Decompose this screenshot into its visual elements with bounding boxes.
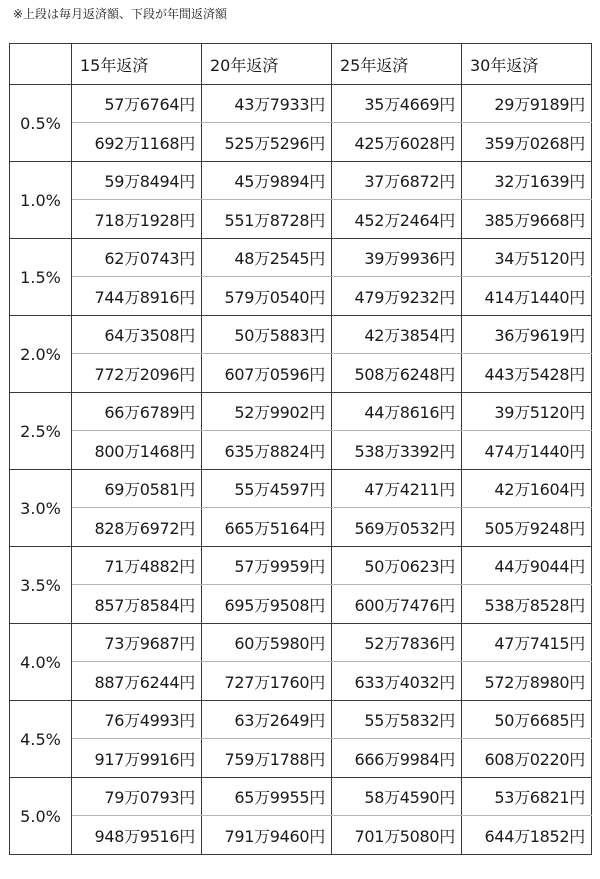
rate-cell: 3.0% [10,470,72,547]
header-25-year: 25年返済 [332,44,462,85]
header-row [10,44,592,85]
annual-payment-cell: 692万1168円 [72,123,202,162]
annual-payment-cell: 538万3392円 [332,431,462,470]
monthly-payment-cell: 50万6685円 [462,701,592,739]
annual-payment-cell: 414万1440円 [462,277,592,316]
monthly-payment-cell: 34万5120円 [462,239,592,277]
annual-payment-cell: 727万1760円 [202,662,332,701]
annual-payment-cell: 572万8980円 [462,662,592,701]
header-corner [10,44,72,85]
annual-payment-cell: 359万0268円 [462,123,592,162]
monthly-payment-cell: 57万6764円 [72,85,202,123]
rate-cell: 1.0% [10,162,72,239]
monthly-payment-cell: 73万9687円 [72,624,202,662]
annual-payment-cell: 569万0532円 [332,508,462,547]
table-row-annual [10,277,592,316]
table-row-annual [10,816,592,855]
monthly-payment-cell: 76万4993円 [72,701,202,739]
table-row-monthly [10,239,592,277]
monthly-payment-cell: 60万5980円 [202,624,332,662]
monthly-payment-cell: 44万9044円 [462,547,592,585]
monthly-payment-cell: 63万2649円 [202,701,332,739]
rate-cell: 3.5% [10,547,72,624]
monthly-payment-cell: 47万4211円 [332,470,462,508]
monthly-payment-cell: 37万6872円 [332,162,462,200]
annual-payment-cell: 744万8916円 [72,277,202,316]
monthly-payment-cell: 43万7933円 [202,85,332,123]
table-row-annual [10,585,592,624]
monthly-payment-cell: 35万4669円 [332,85,462,123]
annual-payment-cell: 917万9916円 [72,739,202,778]
header-30-year: 30年返済 [462,44,592,85]
repayment-table [9,43,592,855]
annual-payment-cell: 551万8728円 [202,200,332,239]
monthly-payment-cell: 45万9894円 [202,162,332,200]
annual-payment-cell: 695万9508円 [202,585,332,624]
annual-payment-cell: 701万5080円 [332,816,462,855]
monthly-payment-cell: 39万5120円 [462,393,592,431]
annual-payment-cell: 718万1928円 [72,200,202,239]
annual-payment-cell: 635万8824円 [202,431,332,470]
monthly-payment-cell: 55万4597円 [202,470,332,508]
rate-cell: 5.0% [10,778,72,855]
table-row-monthly [10,470,592,508]
monthly-payment-cell: 57万9959円 [202,547,332,585]
table-row-monthly [10,162,592,200]
monthly-payment-cell: 47万7415円 [462,624,592,662]
annual-payment-cell: 579万0540円 [202,277,332,316]
table-row-annual [10,123,592,162]
annual-payment-cell: 791万9460円 [202,816,332,855]
monthly-payment-cell: 59万8494円 [72,162,202,200]
annual-payment-cell: 452万2464円 [332,200,462,239]
rate-cell: 1.5% [10,239,72,316]
annual-payment-cell: 772万2096円 [72,354,202,393]
annual-payment-cell: 948万9516円 [72,816,202,855]
annual-payment-cell: 525万5296円 [202,123,332,162]
annual-payment-cell: 759万1788円 [202,739,332,778]
table-body [10,85,592,855]
monthly-payment-cell: 39万9936円 [332,239,462,277]
table-row-annual [10,431,592,470]
monthly-payment-cell: 64万3508円 [72,316,202,354]
rate-cell: 2.5% [10,393,72,470]
table-row-annual [10,662,592,701]
rate-cell: 4.0% [10,624,72,701]
monthly-payment-cell: 44万8616円 [332,393,462,431]
monthly-payment-cell: 65万9955円 [202,778,332,816]
annual-payment-cell: 508万6248円 [332,354,462,393]
monthly-payment-cell: 69万0581円 [72,470,202,508]
table-row-monthly [10,778,592,816]
header-20-year: 20年返済 [202,44,332,85]
rate-cell: 4.5% [10,701,72,778]
annual-payment-cell: 474万1440円 [462,431,592,470]
monthly-payment-cell: 58万4590円 [332,778,462,816]
table-row-monthly [10,547,592,585]
annual-payment-cell: 608万0220円 [462,739,592,778]
table-row-annual [10,354,592,393]
annual-payment-cell: 425万6028円 [332,123,462,162]
annual-payment-cell: 385万9668円 [462,200,592,239]
annual-payment-cell: 633万4032円 [332,662,462,701]
annual-payment-cell: 828万6972円 [72,508,202,547]
monthly-payment-cell: 55万5832円 [332,701,462,739]
monthly-payment-cell: 50万0623円 [332,547,462,585]
table-row-monthly [10,316,592,354]
monthly-payment-cell: 48万2545円 [202,239,332,277]
monthly-payment-cell: 42万3854円 [332,316,462,354]
rate-cell: 2.0% [10,316,72,393]
annual-payment-cell: 800万1468円 [72,431,202,470]
monthly-payment-cell: 52万7836円 [332,624,462,662]
table-row-monthly [10,624,592,662]
monthly-payment-cell: 53万6821円 [462,778,592,816]
annual-payment-cell: 538万8528円 [462,585,592,624]
monthly-payment-cell: 29万9189円 [462,85,592,123]
annual-payment-cell: 443万5428円 [462,354,592,393]
annual-payment-cell: 644万1852円 [462,816,592,855]
annual-payment-cell: 857万8584円 [72,585,202,624]
table-row-annual [10,739,592,778]
table-row-monthly [10,393,592,431]
table-row-monthly [10,85,592,123]
rate-cell: 0.5% [10,85,72,162]
monthly-payment-cell: 32万1639円 [462,162,592,200]
annual-payment-cell: 665万5164円 [202,508,332,547]
monthly-payment-cell: 62万0743円 [72,239,202,277]
annual-payment-cell: 505万9248円 [462,508,592,547]
table-row-annual [10,508,592,547]
annual-payment-cell: 479万9232円 [332,277,462,316]
annual-payment-cell: 600万7476円 [332,585,462,624]
monthly-payment-cell: 66万6789円 [72,393,202,431]
table-note: ※上段は毎月返済額、下段が年間返済額 [13,7,228,21]
annual-payment-cell: 666万9984円 [332,739,462,778]
monthly-payment-cell: 52万9902円 [202,393,332,431]
monthly-payment-cell: 36万9619円 [462,316,592,354]
annual-payment-cell: 887万6244円 [72,662,202,701]
monthly-payment-cell: 79万0793円 [72,778,202,816]
header-15-year: 15年返済 [72,44,202,85]
monthly-payment-cell: 71万4882円 [72,547,202,585]
annual-payment-cell: 607万0596円 [202,354,332,393]
monthly-payment-cell: 42万1604円 [462,470,592,508]
monthly-payment-cell: 50万5883円 [202,316,332,354]
table-row-monthly [10,701,592,739]
table-row-annual [10,200,592,239]
